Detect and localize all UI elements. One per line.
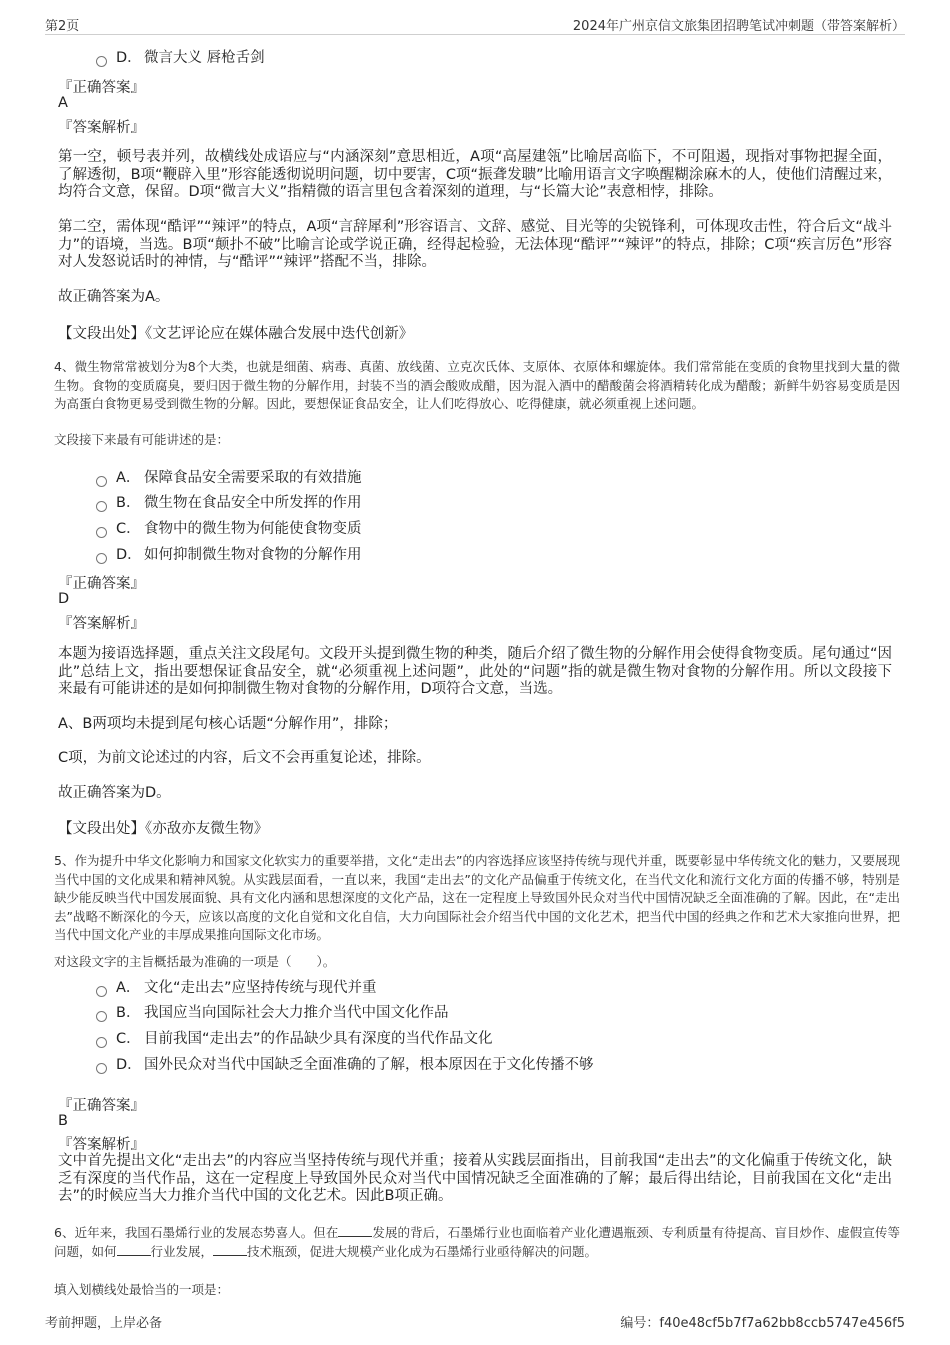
radio-icon[interactable]	[96, 501, 107, 512]
q5-option-d[interactable]: D． 国外民众对当代中国缺乏全面准确的了解，根本原因在于文化传播不够	[96, 1053, 594, 1075]
page-header	[45, 14, 905, 35]
radio-icon[interactable]	[96, 1011, 107, 1022]
q4-analysis-paragraph-1: 本题为接语选择题，重点关注文段尾句。文段开头提到微生物的种类，随后介绍了微生物的分解作用会使得食物变质。尾句通过“因此”总结上文，指出要想保证食品安全，就“必须重视上述问题”，此处的“问题”指的就是微生物对食物的分解作用。所以文段接下来最有可能讲述的是如何抑制微生物对食物的分解作用，D项符合文意，当选。	[58, 646, 893, 697]
q3-analysis-tag: 『答案解析』	[58, 120, 145, 136]
q4-analysis-tag: 『答案解析』	[58, 616, 145, 632]
q4-conclusion: 故正确答案为D。	[58, 785, 171, 801]
q5-answer: B	[58, 1113, 68, 1129]
radio-icon[interactable]	[96, 527, 107, 538]
radio-icon[interactable]	[96, 56, 107, 67]
q4-option-a[interactable]: A． 保障食品安全需要采取的有效措施	[96, 466, 362, 488]
document-title: 2024年广州京信文旅集团招聘笔试冲刺题（带答案解析）	[572, 19, 905, 34]
radio-icon[interactable]	[96, 476, 107, 487]
q4-option-d[interactable]: D． 如何抑制微生物对食物的分解作用	[96, 543, 362, 565]
q4-option-b[interactable]: B． 微生物在食品安全中所发挥的作用	[96, 491, 362, 513]
q3-analysis-paragraph-1: 第一空，顿号表并列，故横线处成语应与“内涵深刻”意思相近，A项“高屋建瓴”比喻居高临下，不可阻遏，现指对事物把握全面，了解透彻，B项“鞭辟入里”形容能透彻说明问题，切中要害，C项“振聋发聩”比喻用语言文字唤醒糊涂麻木的人，使他们清醒过来，均符合文意，保留。D项“微言大义”指精微的语言里包含着深刻的道理，与“长篇大论”表意相悖，排除。	[58, 149, 892, 200]
q4-option-c[interactable]: C． 食物中的微生物为何能使食物变质	[96, 517, 362, 539]
q6-prompt: 填入划横线处最恰当的一项是：	[54, 1282, 230, 1297]
q5-stem: 5、作为提升中华文化影响力和国家文化软实力的重要举措，文化“走出去”的内容选择应该坚持传统与现代并重，既要彰显中华传统文化的魅力，又要展现当代中国的文化成果和精神风貌。从实践层面看，一直以来，我国“走出去”的文化产品偏重于传统文化，在当代文化和流行文化方面的传播不够，特别是缺少能反映当代中国发展面貌、具有文化内涵和思想深度的文化产品，这在一定程度上导致国外民众对当代中国情况缺乏全面准确的了解。因此，在“走出去”战略不断深化的今天，应该以高度的文化自觉和文化自信，大力向国际社会介绍当代中国的文化艺术，把当代中国的经典之作和艺术大家推向世界，把当代中国文化产业的丰厚成果推向国际文化市场。	[54, 853, 900, 942]
q5-option-c[interactable]: C． 目前我国“走出去”的作品缺少具有深度的当代作品文化	[96, 1027, 493, 1049]
q4-source: 【文段出处】《亦敌亦友微生物》	[58, 821, 269, 837]
q4-analysis-paragraph-3: C项，为前文论述过的内容，后文不会再重复论述，排除。	[58, 750, 431, 766]
blank-line[interactable]	[338, 1224, 372, 1237]
q5-option-b[interactable]: B． 我国应当向国际社会大力推介当代中国文化作品	[96, 1001, 449, 1023]
q5-analysis-tag: 『答案解析』	[58, 1137, 145, 1153]
q3-conclusion: 故正确答案为A。	[58, 289, 170, 305]
page-number: 第2页	[45, 19, 80, 34]
radio-icon[interactable]	[96, 986, 107, 997]
q3-source: 【文段出处】《文艺评论应在媒体融合发展中迭代创新》	[58, 326, 414, 342]
q3-answer: A	[58, 95, 68, 111]
radio-icon[interactable]	[96, 1037, 107, 1048]
q3-analysis-paragraph-2: 第二空，需体现“酷评”“辣评”的特点，A项“言辞犀利”形容语言、文辞、感觉、目光等的尖锐锋利，可体现攻击性，符合后文“战斗力”的语境，当选。B项“颠扑不破”比喻言论或学说正确，经得起检验，无法体现“酷评”“辣评”的特点，排除；C项“疾言厉色”形容对人发怒说话时的神情，与“酷评”“辣评”搭配不当，排除。	[58, 219, 892, 270]
q4-answer-tag: 『正确答案』	[58, 576, 145, 592]
q4-answer: D	[58, 591, 70, 607]
blank-line[interactable]	[117, 1243, 151, 1256]
q5-prompt: 对这段文字的主旨概括最为准确的一项是（ ）。	[54, 954, 336, 969]
q5-option-a[interactable]: A． 文化“走出去”应坚持传统与现代并重	[96, 976, 377, 998]
radio-icon[interactable]	[96, 553, 107, 564]
radio-icon[interactable]	[96, 1063, 107, 1074]
q4-prompt: 文段接下来最有可能讲述的是：	[54, 432, 230, 447]
q6-stem: 6、近年来，我国石墨烯行业的发展态势喜人。但在 发展的背后，石墨烯行业也面临着产业化遭遇瓶颈、专利质量有待提高、盲目炒作、虚假宣传等问题，如何 行业发展， 技术瓶颈，促进大规模产业化成为石墨烯行业亟待解决的问题。	[54, 1225, 900, 1259]
q4-stem: 4、微生物常常被划分为8个大类，也就是细菌、病毒、真菌、放线菌、立克次氏体、支原体、衣原体和螺旋体。我们常常能在变质的食物里找到大量的微生物。食物的变质腐臭，要归因于微生物的分解作用，封装不当的酒会酸败成醋，因为混入酒中的醋酸菌会将酒精转化成为醋酸；新鲜牛奶容易变质是因为高蛋白食物更易受到微生物的分解。因此，要想保证食品安全，让人们吃得放心、吃得健康，就必须重视上述问题。	[54, 359, 900, 411]
q4-analysis-paragraph-2: A、B两项均未提到尾句核心话题“分解作用”，排除；	[58, 716, 398, 732]
q3-answer-tag: 『正确答案』	[58, 80, 145, 96]
q3-option-d[interactable]: D． 微言大义 唇枪舌剑	[96, 46, 265, 68]
footer-slogan: 考前押题，上岸必备	[45, 1316, 163, 1331]
q5-answer-tag: 『正确答案』	[58, 1098, 145, 1114]
q5-analysis-paragraph-1: 文中首先提出文化“走出去”的内容应当坚持传统与现代并重；接着从实践层面指出，目前我国“走出去”的文化偏重于传统文化，缺乏有深度的当代作品，这在一定程度上导致国外民众对当代中国情况缺乏全面准确的了解；最后得出结论，目前我国在文化“走出去”的时候应当大力推介当代中国的文化艺术。因此B项正确。	[58, 1153, 892, 1204]
page-footer	[45, 1312, 905, 1332]
document-code: 编号：f40e48cf5b7f7a62bb8ccb5747e456f5	[620, 1316, 905, 1331]
blank-line[interactable]	[213, 1243, 247, 1256]
